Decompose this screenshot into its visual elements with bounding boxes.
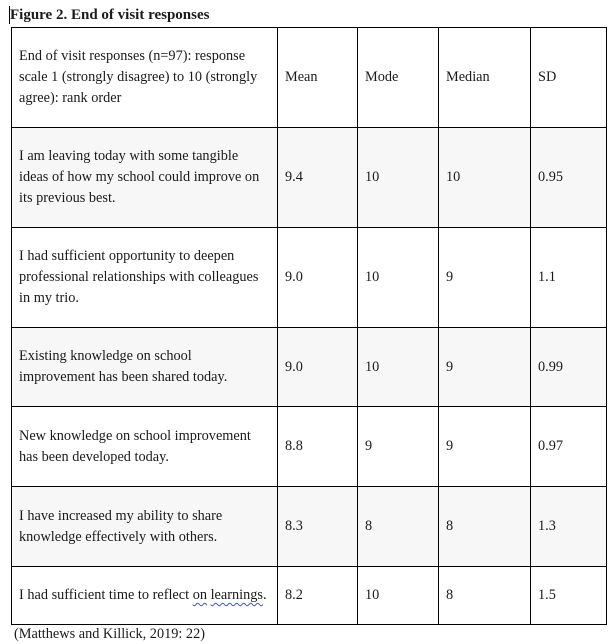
- median-cell: 8: [439, 487, 531, 567]
- mode-cell: 10: [358, 328, 439, 407]
- sd-cell: 1.5: [531, 567, 607, 625]
- mean-cell: 9.4: [278, 128, 358, 228]
- mean-cell: 8.2: [278, 567, 358, 625]
- median-cell: 9: [439, 328, 531, 407]
- mean-cell: 8.3: [278, 487, 358, 567]
- spellcheck-word: on: [192, 587, 207, 603]
- statement-cell: Existing knowledge on school improvement has been shared today.: [12, 328, 278, 407]
- sd-cell: 1.3: [531, 487, 607, 567]
- header-statement: End of visit responses (n=97): response scale 1 (strongly disagree) to 10 (strongly agree): rank order: [12, 28, 278, 128]
- median-cell: 8: [439, 567, 531, 625]
- statement-cell: [12, 567, 278, 625]
- responses-table: [11, 27, 607, 625]
- table-row: [12, 407, 607, 487]
- sd-cell: 1.1: [531, 228, 607, 328]
- mean-cell: 9.0: [278, 228, 358, 328]
- statement-cell: I had sufficient opportunity to deepen professional relationships with colleagues in my trio.: [12, 228, 278, 328]
- header-sd: SD: [531, 28, 607, 128]
- sd-cell: 0.97: [531, 407, 607, 487]
- sd-cell: 0.95: [531, 128, 607, 228]
- median-cell: 9: [439, 228, 531, 328]
- table-row: [12, 487, 607, 567]
- mode-cell: 8: [358, 487, 439, 567]
- mode-cell: 10: [358, 228, 439, 328]
- mean-cell: 8.8: [278, 407, 358, 487]
- statement-cell: I have increased my ability to share knowledge effectively with others.: [12, 487, 278, 567]
- mode-cell: 10: [358, 128, 439, 228]
- figure-caption: (Matthews and Killick, 2019: 22): [14, 626, 205, 642]
- sd-cell: 0.99: [531, 328, 607, 407]
- median-cell: 9: [439, 407, 531, 487]
- header-mode: Mode: [358, 28, 439, 128]
- statement-text: I had sufficient time to reflect on learnings.: [19, 587, 267, 603]
- mode-cell: 9: [358, 407, 439, 487]
- header-row: [12, 28, 607, 128]
- table-row: [12, 567, 607, 625]
- statement-cell: I am leaving today with some tangible ideas of how my school could improve on its previous best.: [12, 128, 278, 228]
- statement-cell: New knowledge on school improvement has been developed today.: [12, 407, 278, 487]
- table-row: [12, 128, 607, 228]
- header-mean: Mean: [278, 28, 358, 128]
- figure-title: Figure 2. End of visit responses: [10, 7, 210, 23]
- table-row: [12, 228, 607, 328]
- median-cell: 10: [439, 128, 531, 228]
- spellcheck-word: learnings: [210, 587, 263, 603]
- header-median: Median: [439, 28, 531, 128]
- mode-cell: 10: [358, 567, 439, 625]
- table-row: [12, 328, 607, 407]
- mean-cell: 9.0: [278, 328, 358, 407]
